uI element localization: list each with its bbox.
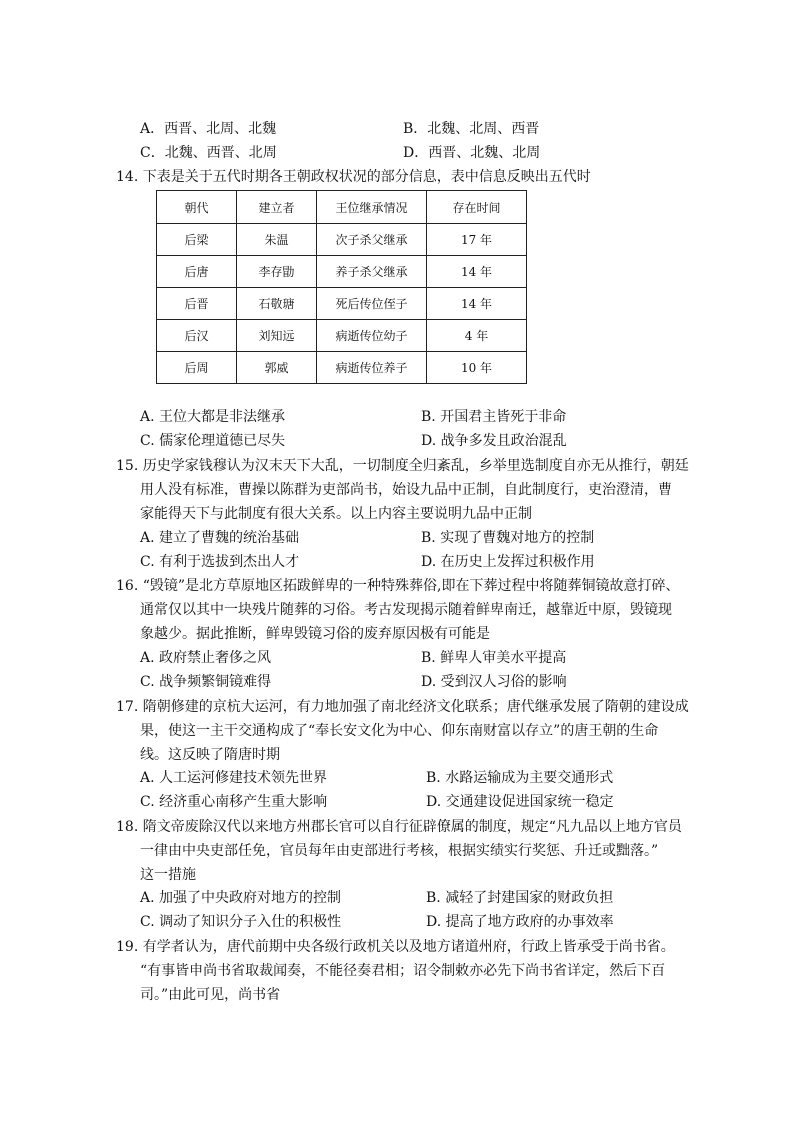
table-cell: 朱温 <box>237 224 317 256</box>
q18-option-d: D. 提高了地方政府的办事效率 <box>426 914 614 930</box>
table-cell: 14 年 <box>427 256 527 288</box>
q15-option-b: B. 实现了曹魏对地方的控制 <box>421 530 595 546</box>
table-row <box>157 224 527 256</box>
table-cell: 后周 <box>157 352 237 384</box>
q18-option-b: B. 减轻了封建国家的财政负担 <box>426 890 614 906</box>
table-row <box>157 288 527 320</box>
q17-stem-line: 17. 隋朝修建的京杭大运河，有力地加强了南北经济文化联系；唐代继承发展了隋朝的建设成 <box>116 699 689 715</box>
dynasty-info-table <box>156 190 527 384</box>
q15-option-c: C. 有利于选拔到杰出人才 <box>140 554 300 570</box>
table-row <box>157 320 527 352</box>
table-header-row <box>157 191 527 224</box>
table-cell: 后唐 <box>157 256 237 288</box>
q16-option-a: A. 政府禁止奢侈之风 <box>140 650 272 666</box>
table-cell: 次子杀父继承 <box>317 224 427 256</box>
table-row <box>157 256 527 288</box>
q15-stem-line: 15. 历史学家钱穆认为汉末天下大乱，一切制度全归紊乱，乡举里选制度自亦无从推行，朝廷 <box>116 458 689 474</box>
table-header-cell: 王位继承情况 <box>317 191 427 224</box>
q17-option-a: A. 人工运河修建技术领先世界 <box>140 770 328 786</box>
q19-stem-line: “有事皆申尚书省取裁闻奏，不能径奏君相；诏令制敕亦必先下尚书省详定，然后下百 <box>140 963 666 979</box>
q14-option-c: C. 儒家伦理道德已尽失 <box>140 433 286 449</box>
q18-option-c: C. 调动了知识分子入仕的积极性 <box>140 914 342 930</box>
q17-option-b: B. 水路运输成为主要交通形式 <box>426 770 614 786</box>
table-cell: 刘知远 <box>237 320 317 352</box>
q18-stem-line: 这一措施 <box>140 867 196 883</box>
q15-stem-line: 家能得天下与此制度有很大关系。以上内容主要说明九品中正制 <box>140 506 532 522</box>
table-cell: 石敬瑭 <box>237 288 317 320</box>
q17-option-c: C. 经济重心南移产生重大影响 <box>140 794 328 810</box>
q14-option-a: A. 王位大都是非法继承 <box>140 409 286 425</box>
q18-stem-line: 一律由中央吏部任免，官员每年由吏部进行考核，根据实绩实行奖惩、升迁或黜落。” <box>140 843 659 859</box>
q16-option-c: C. 战争频繁铜镜难得 <box>140 674 272 690</box>
q19-stem-line: 19. 有学者认为，唐代前期中央各级行政机关以及地方诸道州府，行政上皆承受于尚书省。 <box>116 939 675 955</box>
table-cell: 病逝传位养子 <box>317 352 427 384</box>
q16-option-b: B. 鲜卑人审美水平提高 <box>421 650 567 666</box>
table-cell: 后汉 <box>157 320 237 352</box>
table-cell: 17 年 <box>427 224 527 256</box>
table-cell: 养子杀父继承 <box>317 256 427 288</box>
q14-option-b: B. 开国君主皆死于非命 <box>421 409 567 425</box>
q18-stem-line: 18. 隋文帝废除汉代以来地方州郡长官可以自行征辟僚属的制度，规定“凡九品以上地方官员 <box>116 819 682 835</box>
table-cell: 14 年 <box>427 288 527 320</box>
table-header-cell: 朝代 <box>157 191 237 224</box>
q15-stem-line: 用人没有标准，曹操以陈群为吏部尚书，始设九品中正制，自此制度行，吏治澄清，曹 <box>140 482 672 498</box>
table-cell: 死后传位侄子 <box>317 288 427 320</box>
q17-stem-line: 果，使这一主干交通构成了“奉长安文化为中心、仰东南财富以存立”的唐王朝的生命 <box>140 723 659 739</box>
q18-option-a: A. 加强了中央政府对地方的控制 <box>140 890 342 906</box>
q13-option-b: B．北魏、北周、西晋 <box>403 121 540 137</box>
q15-option-d: D. 在历史上发挥过积极作用 <box>421 554 595 570</box>
q16-stem-line: 16. “毁镜”是北方草原地区拓跋鲜卑的一种特殊葬俗,即在下葬过程中将随葬铜镜故意打碎、 <box>116 578 680 594</box>
q13-option-a: A．西晋、北周、北魏 <box>140 121 277 137</box>
table-cell: 后梁 <box>157 224 237 256</box>
table-cell: 郭威 <box>237 352 317 384</box>
q14-option-d: D. 战争多发且政治混乱 <box>421 433 567 449</box>
q17-stem-line: 线。这反映了隋唐时期 <box>140 747 280 763</box>
q14-stem: 14. 下表是关于五代时期各王朝政权状况的部分信息，表中信息反映出五代时 <box>116 169 591 185</box>
table-header-cell: 建立者 <box>237 191 317 224</box>
table-header-cell: 存在时间 <box>427 191 527 224</box>
q16-option-d: D. 受到汉人习俗的影响 <box>421 674 567 690</box>
q19-stem-line: 司。”由此可见，尚书省 <box>140 987 281 1003</box>
table-cell: 4 年 <box>427 320 527 352</box>
table-row <box>157 352 527 384</box>
table-cell: 病逝传位幼子 <box>317 320 427 352</box>
table-cell: 后晋 <box>157 288 237 320</box>
table-cell: 李存勖 <box>237 256 317 288</box>
q16-stem-line: 通常仅以其中一块残片随葬的习俗。考古发现揭示随着鲜卑南迁，越靠近中原，毁镜现 <box>140 602 672 618</box>
q16-stem-line: 象越少。据此推断，鲜卑毁镜习俗的废弃原因极有可能是 <box>140 626 490 642</box>
q17-option-d: D. 交通建设促进国家统一稳定 <box>426 794 614 810</box>
q13-option-c: C．北魏、西晋、北周 <box>140 145 277 161</box>
table-cell: 10 年 <box>427 352 527 384</box>
q13-option-d: D．西晋、北魏、北周 <box>403 145 541 161</box>
q15-option-a: A. 建立了曹魏的统治基础 <box>140 530 300 546</box>
